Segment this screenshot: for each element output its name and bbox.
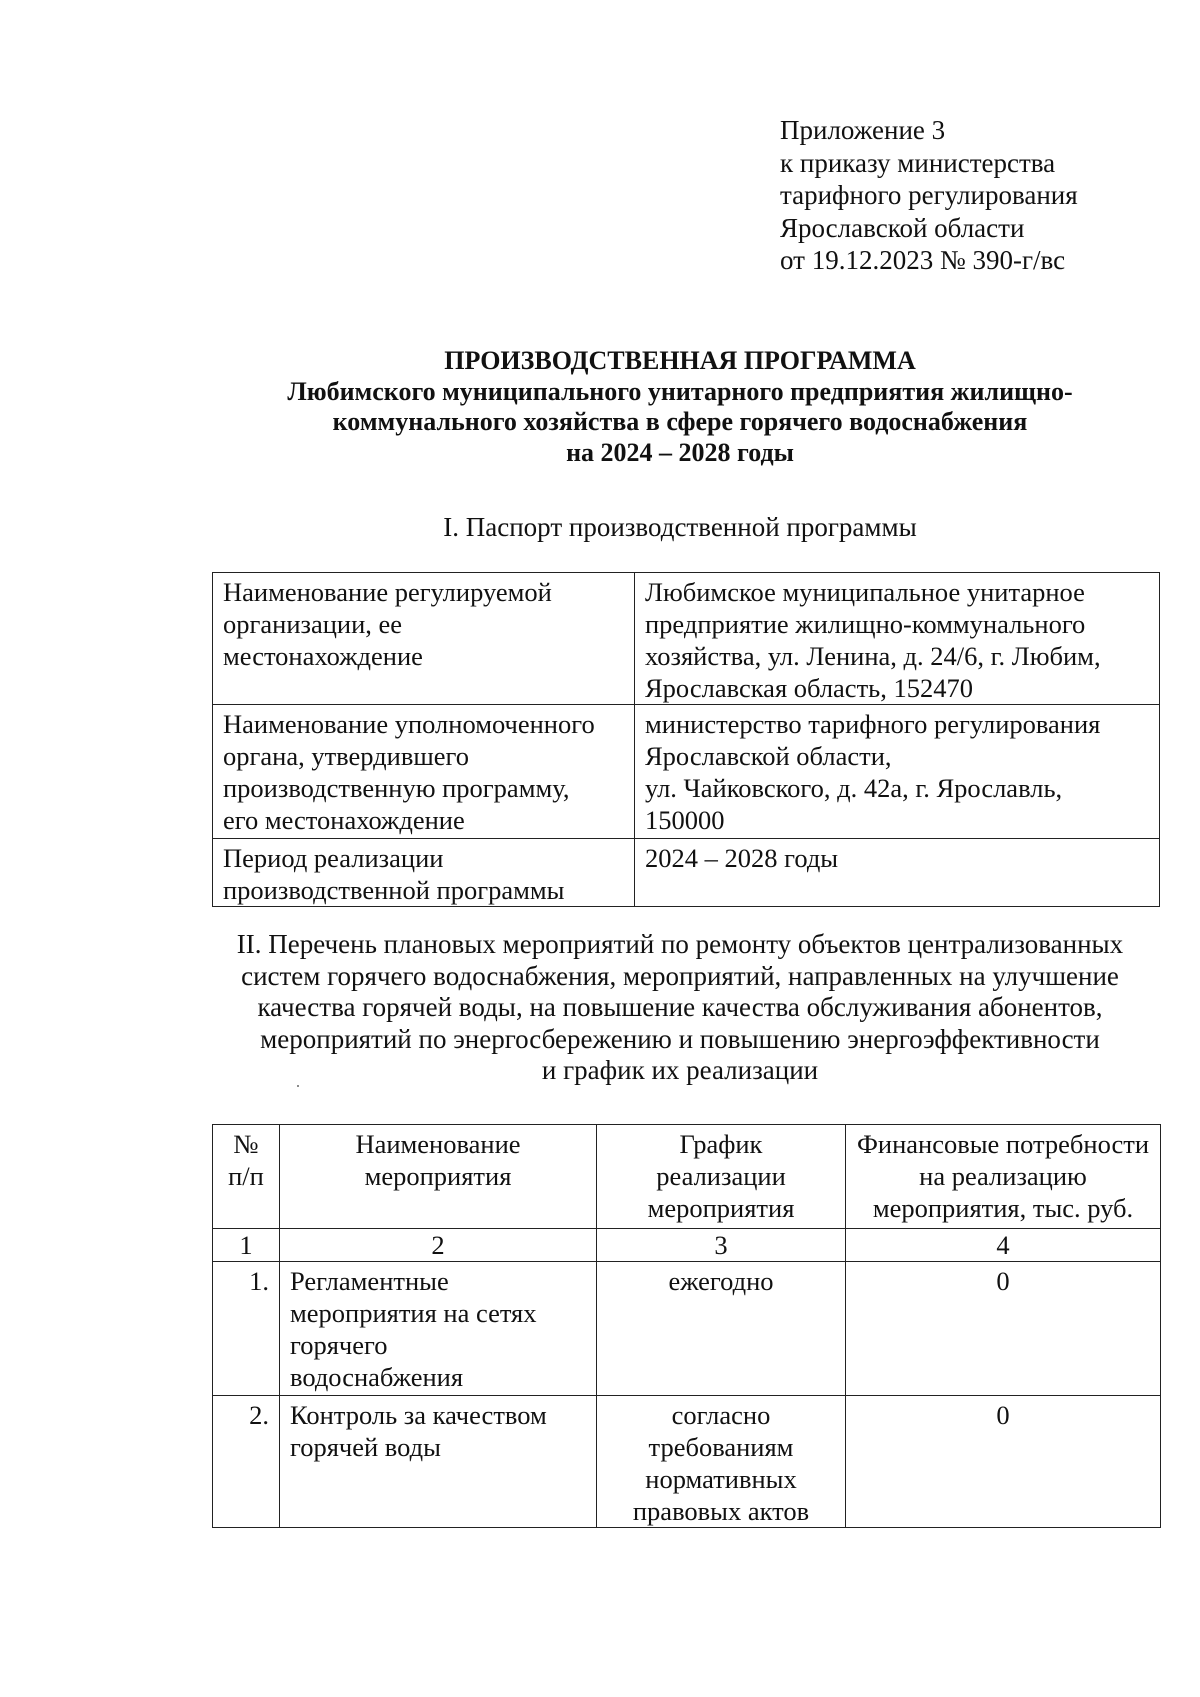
- cell-line: его местонахождение: [223, 805, 465, 835]
- column-index-cell: 1: [213, 1229, 280, 1262]
- column-index-cell: 3: [597, 1229, 846, 1262]
- title-line: ПРОИЗВОДСТВЕННАЯ ПРОГРАММА: [444, 346, 916, 375]
- heading-line: II. Перечень плановых мероприятий по ремонту объектов централизованных: [236, 929, 1124, 959]
- cell-line: министерство тарифного регулирования: [645, 709, 1101, 739]
- cell-line: организации, ее: [223, 609, 403, 639]
- column-header-number: [213, 1125, 280, 1229]
- cell-line: ежегодно: [668, 1266, 774, 1296]
- cell-line: №: [233, 1129, 259, 1159]
- table-row: [213, 1396, 1161, 1528]
- schedule-cell: [597, 1396, 846, 1528]
- cell-line: реализации: [656, 1161, 786, 1191]
- cell-line: мероприятия: [647, 1193, 795, 1223]
- finance-cell: 0: [846, 1262, 1161, 1396]
- cell-line: мероприятия: [364, 1161, 512, 1191]
- column-header-schedule: [597, 1125, 846, 1229]
- cell-line: Наименование уполномоченного: [223, 709, 595, 739]
- heading-line: мероприятий по энергосбережению и повышению энергоэффективности: [260, 1023, 1100, 1054]
- table-row: [213, 705, 1160, 839]
- column-index-row: [213, 1229, 1161, 1262]
- cell-line: График: [679, 1129, 763, 1159]
- cell-line: мероприятия на сетях: [290, 1298, 537, 1328]
- cell-line: Наименование регулируемой: [223, 577, 552, 607]
- passport-value-cell: [635, 705, 1160, 839]
- row-number-cell: 1.: [213, 1262, 280, 1396]
- heading-line: качества горячей воды, на повышение качества обслуживания абонентов,: [257, 992, 1103, 1022]
- cell-line: Ярославская область, 152470: [645, 673, 973, 703]
- column-header-finance: [846, 1125, 1161, 1229]
- passport-label-cell: [213, 705, 635, 839]
- appendix-line: Приложение 3: [780, 115, 946, 145]
- appendix-line: Ярославской области: [780, 212, 1025, 243]
- section-2-heading: [180, 929, 1180, 1087]
- passport-value-cell: [635, 573, 1160, 705]
- cell-line: 150000: [645, 805, 725, 835]
- cell-line: водоснабжения: [290, 1362, 464, 1392]
- column-index-cell: 2: [280, 1229, 597, 1262]
- appendix-line: к приказу министерства: [780, 147, 1056, 178]
- section-1-heading: [180, 512, 1180, 544]
- scan-speck: [297, 1085, 299, 1087]
- table-header-row: [213, 1125, 1161, 1229]
- document-title: [200, 346, 1160, 468]
- cell-line: Наименование: [355, 1129, 521, 1159]
- cell-line: Любимское муниципальное унитарное: [645, 577, 1085, 607]
- measure-name-cell: [280, 1396, 597, 1528]
- cell-line: требованиям: [648, 1432, 794, 1462]
- cell-line: Ярославской области,: [645, 741, 892, 771]
- measure-name-cell: [280, 1262, 597, 1396]
- cell-line: Период реализации: [223, 843, 444, 873]
- cell-line: мероприятия, тыс. руб.: [872, 1193, 1134, 1223]
- cell-line: согласно: [671, 1400, 771, 1430]
- cell-line: п/п: [228, 1161, 264, 1191]
- cell-line: Финансовые потребности: [856, 1129, 1150, 1159]
- passport-label-cell: [213, 573, 635, 705]
- schedule-cell: [597, 1262, 846, 1396]
- row-number-cell: 2.: [213, 1396, 280, 1528]
- cell-line: Контроль за качеством: [290, 1400, 547, 1430]
- passport-label-cell: [213, 839, 635, 907]
- section-1-heading-text: I. Паспорт производственной программы: [443, 512, 917, 542]
- cell-line: 2024 – 2028 годы: [645, 843, 839, 873]
- cell-line: производственную программу,: [223, 773, 570, 803]
- measures-table: [212, 1124, 1161, 1528]
- title-line: Любимского муниципального унитарного предприятия жилищно-: [287, 376, 1073, 406]
- cell-line: горячей воды: [290, 1432, 441, 1462]
- passport-table: [212, 572, 1160, 907]
- table-row: [213, 573, 1160, 705]
- appendix-line: тарифного регулирования: [780, 180, 1078, 210]
- cell-line: нормативных: [645, 1464, 797, 1494]
- title-line: на 2024 – 2028 годы: [566, 437, 794, 467]
- cell-line: хозяйства, ул. Ленина, д. 24/6, г. Любим,: [645, 641, 1101, 671]
- cell-line: местонахождение: [223, 641, 423, 671]
- table-row: [213, 1262, 1161, 1396]
- appendix-line: от 19.12.2023 № 390-г/вс: [780, 245, 1066, 275]
- cell-line: горячего: [290, 1330, 388, 1360]
- finance-cell: 0: [846, 1396, 1161, 1528]
- cell-line: предприятие жилищно-коммунального: [645, 609, 1086, 639]
- cell-line: на реализацию: [919, 1161, 1087, 1191]
- cell-line: производственной программы: [223, 875, 565, 905]
- column-header-name: [280, 1125, 597, 1229]
- heading-line: и график их реализации: [541, 1055, 819, 1085]
- column-index-cell: 4: [846, 1229, 1161, 1262]
- passport-value-cell: [635, 839, 1160, 907]
- title-line: коммунального хозяйства в сфере горячего водоснабжения: [332, 407, 1028, 436]
- cell-line: Регламентные: [290, 1266, 449, 1296]
- table-row: [213, 839, 1160, 907]
- appendix-reference: [780, 114, 1140, 277]
- cell-line: правовых актов: [632, 1496, 810, 1526]
- cell-line: ул. Чайковского, д. 42а, г. Ярославль,: [645, 773, 1063, 803]
- heading-line: систем горячего водоснабжения, мероприятий, направленных на улучшение: [241, 960, 1119, 991]
- cell-line: органа, утвердившего: [223, 741, 469, 771]
